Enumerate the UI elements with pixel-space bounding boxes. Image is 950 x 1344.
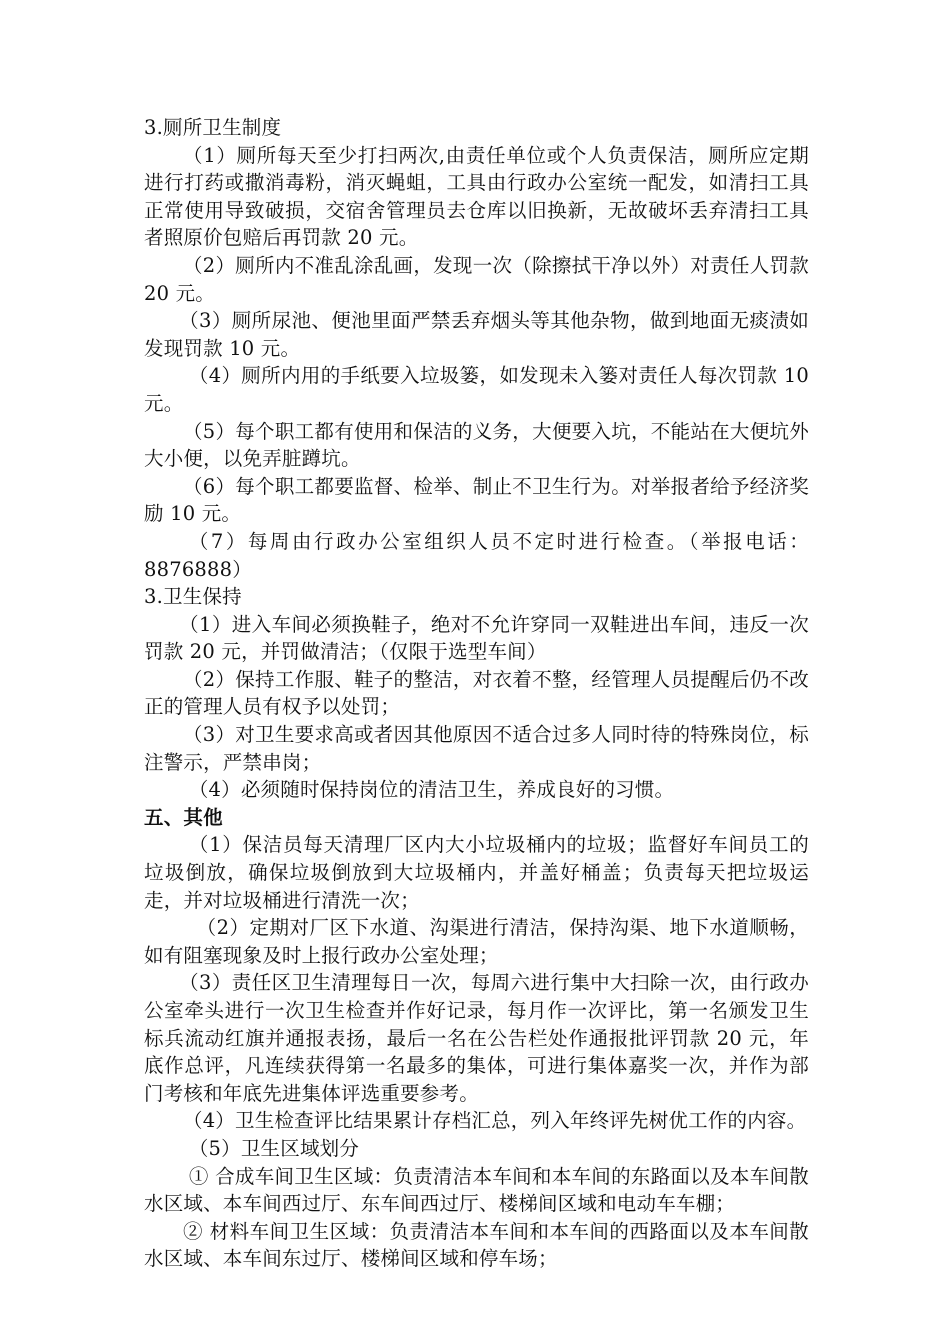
paragraph: （3）对卫生要求高或者因其他原因不适合过多人同时待的特殊岗位，标注警示，严禁串岗； <box>144 723 809 774</box>
paragraph: （6）每个职工都要监督、检举、制止不卫生行为。对举报者给予经济奖励 10 元。 <box>144 474 809 526</box>
paragraph: （1）厕所每天至少打扫两次,由责任单位或个人负责保洁，厕所应定期进行打药或撒消毒粉，消灭蝇蛆，工具由行政办公室统一配发，如清扫工具正常使用导致破损，交宿舍管理员去仓库以旧换新，无故破坏丢弃清扫工具者照原价包赔后再罚款 20 元。 <box>144 143 809 250</box>
paragraph: （4）厕所内用的手纸要入垃圾篓，如发现未入篓对责任人每次罚款 10 元。 <box>144 364 809 415</box>
paragraph: （4）卫生检查评比结果累计存档汇总，列入年终评先树优工作的内容。 <box>183 1109 807 1133</box>
paragraph: （3）责任区卫生清理每日一次，每周六进行集中大扫除一次，由行政办公室牵头进行一次卫生检查并作好记录，每月作一次评比，第一名颁发卫生标兵流动红旗并通报表扬，最后一名在公告栏处作通报批评罚款 20 元，年底作总评，凡连续获得第一名最多的集体，可进行集体嘉奖一次，并作为部门考核和年底先进集体评选重要参考。 <box>144 971 809 1105</box>
document-page <box>144 114 809 1273</box>
section-heading-other: 五、其他 <box>144 805 223 829</box>
paragraph: （2）保持工作服、鞋子的整洁，对衣着不整，经管理人员提醒后仍不改正的管理人员有权予以处罚； <box>144 667 809 719</box>
paragraph: （4）必须随时保持岗位的清洁卫生，养成良好的习惯。 <box>188 778 675 802</box>
section-heading-hygiene-maintenance: 3.卫生保持 <box>144 585 242 609</box>
paragraph: （2）定期对厂区下水道、沟渠进行清洁，保持沟渠、地下水道顺畅，如有阻塞现象及时上报行政办公室处理； <box>144 916 809 967</box>
paragraph: （7）每周由行政办公室组织人员不定时进行检查。（举报电话：8876888） <box>144 529 809 581</box>
paragraph: （1）进入车间必须换鞋子，绝对不允许穿同一双鞋进出车间，违反一次罚款 20 元，并罚做清洁；（仅限于选型车间） <box>144 612 809 664</box>
section-heading-toilet-hygiene: 3.厕所卫生制度 <box>144 116 282 139</box>
paragraph: （5）卫生区域划分 <box>188 1136 360 1160</box>
paragraph: （3）厕所尿池、便池里面严禁丢弃烟头等其他杂物，做到地面无痰渍如发现罚款 10 元。 <box>144 309 809 360</box>
paragraph: （2）厕所内不准乱涂乱画，发现一次（除擦拭干净以外）对责任人罚款 20 元。 <box>144 253 809 305</box>
paragraph: ① 合成车间卫生区域：负责清洁本车间和本车间的东路面以及本车间散水区域、本车间西过厅、东车间西过厅、楼梯间区域和电动车车棚； <box>144 1164 809 1216</box>
paragraph: （1）保洁员每天清理厂区内大小垃圾桶内的垃圾；监督好车间员工的垃圾倒放，确保垃圾倒放到大垃圾桶内，并盖好桶盖；负责每天把垃圾运走，并对垃圾桶进行清洗一次； <box>144 833 809 912</box>
paragraph: （5）每个职工都有使用和保洁的义务，大便要入坑，不能站在大便坑外大小便，以免弄脏蹲坑。 <box>144 419 809 471</box>
paragraph: ② 材料车间卫生区域：负责清洁本车间和本车间的西路面以及本车间散水区域、本车间东过厅、楼梯间区域和停车场； <box>144 1219 809 1271</box>
